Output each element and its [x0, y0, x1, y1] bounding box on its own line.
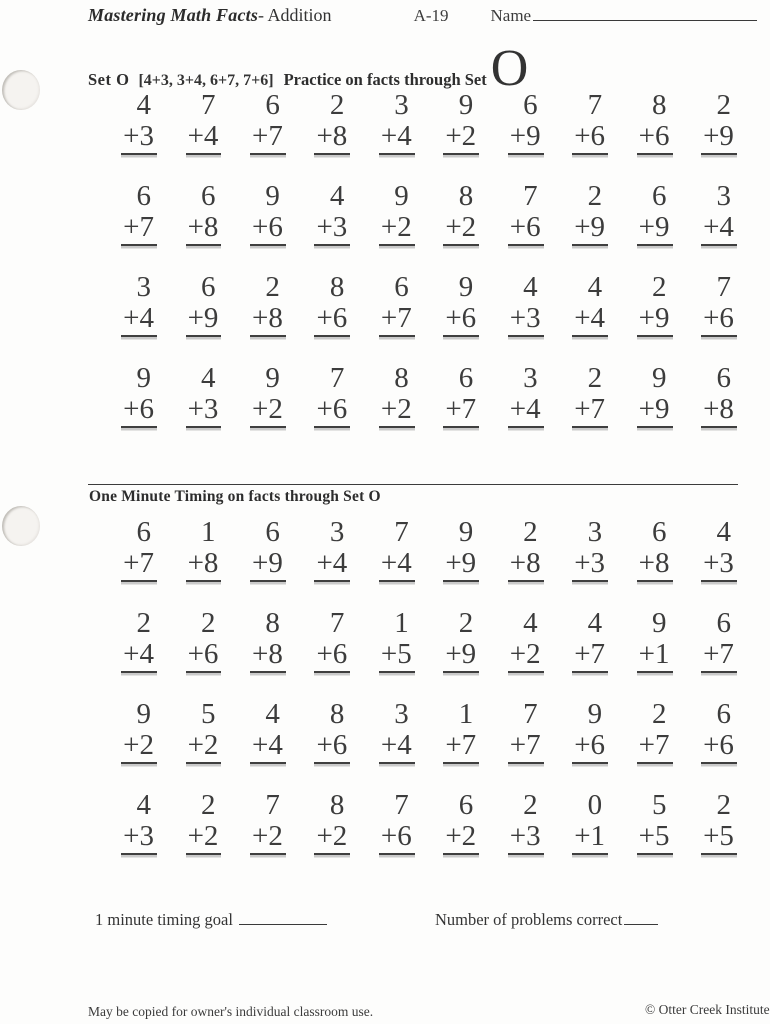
problem-top-number: 6	[716, 607, 731, 639]
addition-problem	[492, 699, 544, 764]
problem-top-number: 4	[329, 180, 345, 212]
problem-top-number: 7	[523, 698, 538, 730]
problem-top-number: 7	[265, 789, 280, 821]
addition-problem	[105, 608, 157, 673]
addition-problem	[685, 699, 737, 764]
addition-problem	[169, 363, 221, 428]
problem-top-number: 6	[458, 789, 474, 821]
timing-heading: One Minute Timing on facts through Set O	[89, 488, 381, 505]
problem-top-number: 2	[587, 180, 603, 212]
addition-problem	[363, 517, 415, 582]
addition-problem	[492, 90, 544, 155]
problem-bottom-number: +3	[701, 548, 737, 582]
problem-bottom-number: +9	[186, 303, 222, 337]
addition-problem	[169, 517, 221, 582]
problem-top-number: 2	[523, 516, 538, 548]
problem-bottom-number: +8	[637, 548, 673, 582]
addition-problem	[556, 517, 608, 582]
addition-problem	[685, 90, 737, 155]
addition-problem	[298, 608, 350, 673]
problem-bottom-number: +4	[379, 730, 415, 764]
problem-bottom-number: +7	[572, 639, 608, 673]
problem-top-number: 2	[136, 607, 151, 639]
problem-bottom-number: +6	[701, 303, 737, 337]
addition-problem	[363, 608, 415, 673]
problem-top-number: 7	[523, 180, 538, 212]
addition-problem	[492, 517, 544, 582]
problem-top-number: 1	[200, 516, 216, 548]
problem-bottom-number: +9	[637, 212, 673, 246]
addition-problem	[105, 181, 157, 246]
problem-top-number: 4	[265, 698, 280, 730]
addition-problem	[556, 608, 608, 673]
problem-top-number: 3	[587, 516, 603, 548]
worksheet-title: Mastering Math Facts	[88, 5, 259, 25]
page-code: A-19	[413, 6, 449, 25]
addition-problem	[621, 517, 673, 582]
addition-problem	[298, 181, 350, 246]
timing-goal-blank	[239, 911, 327, 925]
problem-top-number: 9	[587, 698, 603, 730]
problem-bottom-number: +6	[314, 639, 350, 673]
addition-problem	[685, 790, 737, 855]
problem-top-number: 4	[136, 89, 151, 121]
problem-bottom-number: +2	[508, 639, 544, 673]
problem-top-number: 1	[458, 698, 474, 730]
addition-problem	[363, 363, 415, 428]
problem-top-number: 6	[265, 89, 280, 121]
addition-problem	[169, 608, 221, 673]
problem-top-number: 5	[652, 789, 667, 821]
problem-top-number: 2	[716, 789, 731, 821]
problem-bottom-number: +7	[121, 548, 157, 582]
problem-top-number: 4	[200, 362, 216, 394]
problem-row	[105, 699, 737, 764]
problem-bottom-number: +6	[508, 212, 544, 246]
addition-problem	[298, 790, 350, 855]
problem-bottom-number: +8	[186, 212, 222, 246]
problem-top-number: 6	[716, 698, 731, 730]
problem-top-number: 2	[716, 89, 731, 121]
problem-top-number: 4	[523, 271, 538, 303]
addition-problem	[492, 181, 544, 246]
problem-top-number: 4	[523, 607, 538, 639]
addition-problem	[556, 90, 608, 155]
problem-row	[105, 272, 737, 337]
problem-top-number: 1	[394, 607, 409, 639]
hole-punch-middle	[2, 506, 40, 546]
addition-problem	[169, 790, 221, 855]
addition-problem	[621, 272, 673, 337]
problem-bottom-number: +7	[443, 730, 479, 764]
problem-bottom-number: +7	[572, 394, 608, 428]
page-header	[88, 5, 757, 26]
problem-top-number: 7	[200, 89, 216, 121]
problem-top-number: 7	[394, 789, 409, 821]
problem-top-number: 3	[394, 698, 409, 730]
problem-bottom-number: +1	[572, 821, 608, 855]
problem-top-number: 3	[394, 89, 409, 121]
problem-top-number: 6	[136, 180, 151, 212]
problem-top-number: 3	[523, 362, 538, 394]
problem-bottom-number: +9	[701, 121, 737, 155]
problem-bottom-number: +6	[314, 394, 350, 428]
problem-bottom-number: +5	[701, 821, 737, 855]
addition-problem	[685, 608, 737, 673]
problem-bottom-number: +6	[314, 303, 350, 337]
problem-bottom-number: +7	[637, 730, 673, 764]
problem-bottom-number: +7	[443, 394, 479, 428]
addition-problem	[492, 608, 544, 673]
addition-problem	[298, 699, 350, 764]
problem-bottom-number: +6	[250, 212, 286, 246]
addition-problem	[298, 90, 350, 155]
addition-problem	[427, 90, 479, 155]
problem-top-number: 6	[136, 516, 151, 548]
practice-problem-grid	[105, 90, 737, 454]
problem-bottom-number: +4	[701, 212, 737, 246]
problem-bottom-number: +2	[443, 121, 479, 155]
problem-top-number: 2	[652, 271, 667, 303]
addition-problem	[298, 363, 350, 428]
problem-top-number: 9	[265, 362, 280, 394]
problem-row	[105, 363, 737, 428]
problem-bottom-number: +7	[508, 730, 544, 764]
problem-bottom-number: +3	[508, 303, 544, 337]
problem-bottom-number: +2	[379, 212, 415, 246]
problem-bottom-number: +2	[250, 821, 286, 855]
problem-bottom-number: +9	[572, 212, 608, 246]
problem-top-number: 2	[587, 362, 603, 394]
problem-bottom-number: +3	[572, 548, 608, 582]
set-facts-list: [4+3, 3+4, 6+7, 7+6]	[138, 72, 274, 89]
addition-problem	[685, 272, 737, 337]
problem-bottom-number: +2	[379, 394, 415, 428]
problem-top-number: 8	[652, 89, 667, 121]
addition-problem	[363, 272, 415, 337]
worksheet-subtitle: - Addition	[258, 5, 332, 25]
problem-row	[105, 790, 737, 855]
problem-top-number: 2	[200, 789, 216, 821]
problem-top-number: 3	[716, 180, 731, 212]
problem-bottom-number: +8	[250, 639, 286, 673]
problem-top-number: 5	[200, 698, 216, 730]
problem-top-number: 6	[394, 271, 409, 303]
problem-bottom-number: +6	[186, 639, 222, 673]
timing-problem-grid	[105, 517, 737, 881]
addition-problem	[621, 363, 673, 428]
addition-problem	[105, 272, 157, 337]
problem-bottom-number: +7	[701, 639, 737, 673]
problem-bottom-number: +5	[637, 821, 673, 855]
problem-row	[105, 608, 737, 673]
problem-row	[105, 517, 737, 582]
problem-top-number: 2	[200, 607, 216, 639]
problem-bottom-number: +4	[250, 730, 286, 764]
problem-top-number: 0	[587, 789, 603, 821]
problem-top-number: 6	[652, 180, 667, 212]
problem-top-number: 8	[329, 789, 345, 821]
problem-top-number: 6	[265, 516, 280, 548]
addition-problem	[363, 699, 415, 764]
problem-top-number: 8	[394, 362, 409, 394]
addition-problem	[427, 517, 479, 582]
addition-problem	[105, 790, 157, 855]
addition-problem	[363, 181, 415, 246]
addition-problem	[105, 699, 157, 764]
addition-problem	[169, 181, 221, 246]
addition-problem	[234, 699, 286, 764]
addition-problem	[621, 608, 673, 673]
problem-top-number: 2	[523, 789, 538, 821]
problem-top-number: 9	[394, 180, 409, 212]
problem-top-number: 6	[200, 180, 216, 212]
problem-bottom-number: +6	[379, 821, 415, 855]
problem-bottom-number: +9	[637, 394, 673, 428]
problem-top-number: 9	[136, 698, 151, 730]
problem-bottom-number: +7	[121, 212, 157, 246]
problem-top-number: 9	[652, 362, 667, 394]
copyright-notice: © Otter Creek Institute	[645, 1002, 770, 1017]
addition-problem	[427, 363, 479, 428]
problem-top-number: 3	[136, 271, 151, 303]
problem-bottom-number: +3	[186, 394, 222, 428]
problem-bottom-number: +6	[572, 730, 608, 764]
problem-bottom-number: +6	[121, 394, 157, 428]
set-label: Set O	[88, 70, 130, 89]
problem-top-number: 8	[329, 698, 345, 730]
problem-top-number: 2	[329, 89, 345, 121]
problem-bottom-number: +4	[572, 303, 608, 337]
problem-bottom-number: +2	[443, 212, 479, 246]
problem-bottom-number: +7	[250, 121, 286, 155]
problem-bottom-number: +3	[508, 821, 544, 855]
problem-bottom-number: +4	[379, 548, 415, 582]
addition-problem	[234, 517, 286, 582]
addition-problem	[492, 363, 544, 428]
addition-problem	[492, 790, 544, 855]
addition-problem	[298, 517, 350, 582]
problem-bottom-number: +3	[121, 821, 157, 855]
problem-bottom-number: +8	[186, 548, 222, 582]
problem-top-number: 6	[458, 362, 474, 394]
addition-problem	[105, 517, 157, 582]
problem-bottom-number: +3	[121, 121, 157, 155]
addition-problem	[234, 90, 286, 155]
problem-row	[105, 181, 737, 246]
problem-top-number: 4	[587, 607, 603, 639]
problem-bottom-number: +2	[186, 730, 222, 764]
problem-bottom-number: +2	[121, 730, 157, 764]
addition-problem	[298, 272, 350, 337]
addition-problem	[427, 608, 479, 673]
problems-correct-label: Number of problems correct	[434, 910, 623, 929]
problem-bottom-number: +6	[572, 121, 608, 155]
addition-problem	[105, 90, 157, 155]
addition-problem	[234, 272, 286, 337]
addition-problem	[556, 181, 608, 246]
addition-problem	[234, 790, 286, 855]
addition-problem	[169, 90, 221, 155]
problem-top-number: 7	[716, 271, 731, 303]
problem-bottom-number: +9	[637, 303, 673, 337]
problem-top-number: 8	[329, 271, 345, 303]
addition-problem	[363, 790, 415, 855]
problem-bottom-number: +2	[250, 394, 286, 428]
problem-top-number: 3	[329, 516, 345, 548]
addition-problem	[427, 790, 479, 855]
problem-top-number: 9	[136, 362, 151, 394]
problem-bottom-number: +4	[379, 121, 415, 155]
problems-correct-blank	[624, 911, 658, 925]
addition-problem	[621, 181, 673, 246]
problem-bottom-number: +8	[508, 548, 544, 582]
problem-bottom-number: +2	[186, 821, 222, 855]
addition-problem	[169, 272, 221, 337]
addition-problem	[234, 181, 286, 246]
addition-problem	[427, 699, 479, 764]
problem-bottom-number: +8	[314, 121, 350, 155]
hole-punch-top	[2, 70, 40, 110]
addition-problem	[556, 790, 608, 855]
problem-bottom-number: +6	[637, 121, 673, 155]
problem-bottom-number: +1	[637, 639, 673, 673]
problem-top-number: 8	[265, 607, 280, 639]
problem-bottom-number: +6	[314, 730, 350, 764]
problem-top-number: 7	[394, 516, 409, 548]
problem-bottom-number: +4	[314, 548, 350, 582]
addition-problem	[685, 363, 737, 428]
name-label: Name	[490, 6, 532, 25]
problem-bottom-number: +8	[250, 303, 286, 337]
problem-top-number: 4	[716, 516, 731, 548]
problem-bottom-number: +7	[379, 303, 415, 337]
problem-top-number: 9	[652, 607, 667, 639]
addition-problem	[685, 181, 737, 246]
set-header	[88, 40, 529, 97]
copy-permission-notice: May be copied for owner's individual classroom use.	[88, 1004, 374, 1019]
addition-problem	[621, 90, 673, 155]
problem-top-number: 6	[716, 362, 731, 394]
problem-top-number: 8	[458, 180, 474, 212]
problem-bottom-number: +9	[250, 548, 286, 582]
addition-problem	[234, 363, 286, 428]
problem-top-number: 2	[265, 271, 280, 303]
addition-problem	[492, 272, 544, 337]
addition-problem	[556, 272, 608, 337]
addition-problem	[621, 790, 673, 855]
addition-problem	[169, 699, 221, 764]
problem-bottom-number: +4	[508, 394, 544, 428]
name-blank-line	[533, 6, 757, 21]
problem-bottom-number: +4	[121, 303, 157, 337]
problem-bottom-number: +4	[186, 121, 222, 155]
problem-top-number: 4	[587, 271, 603, 303]
problem-top-number: 7	[587, 89, 603, 121]
problem-top-number: 6	[200, 271, 216, 303]
addition-problem	[427, 272, 479, 337]
problem-top-number: 6	[652, 516, 667, 548]
addition-problem	[685, 517, 737, 582]
problem-bottom-number: +6	[443, 303, 479, 337]
problem-top-number: 9	[458, 271, 474, 303]
problem-top-number: 2	[458, 607, 474, 639]
problem-top-number: 2	[652, 698, 667, 730]
problem-bottom-number: +9	[443, 639, 479, 673]
problem-bottom-number: +9	[443, 548, 479, 582]
addition-problem	[621, 699, 673, 764]
problem-top-number: 9	[458, 89, 474, 121]
goal-line	[95, 910, 740, 930]
problem-bottom-number: +8	[701, 394, 737, 428]
section-divider-line	[88, 484, 738, 485]
set-letter: O	[490, 40, 529, 97]
addition-problem	[234, 608, 286, 673]
problem-top-number: 4	[136, 789, 151, 821]
practice-subtitle: Practice on facts through Set	[283, 70, 487, 89]
problem-bottom-number: +4	[121, 639, 157, 673]
problem-bottom-number: +5	[379, 639, 415, 673]
problem-top-number: 6	[523, 89, 538, 121]
problem-bottom-number: +2	[443, 821, 479, 855]
problem-top-number: 7	[329, 607, 345, 639]
addition-problem	[427, 181, 479, 246]
problem-top-number: 9	[458, 516, 474, 548]
problem-bottom-number: +2	[314, 821, 350, 855]
problem-bottom-number: +9	[508, 121, 544, 155]
addition-problem	[556, 699, 608, 764]
problem-bottom-number: +6	[701, 730, 737, 764]
problem-bottom-number: +3	[314, 212, 350, 246]
problem-row	[105, 90, 737, 155]
addition-problem	[556, 363, 608, 428]
timing-goal-label: 1 minute timing goal	[95, 910, 233, 929]
addition-problem	[363, 90, 415, 155]
problem-top-number: 7	[329, 362, 345, 394]
addition-problem	[105, 363, 157, 428]
problem-top-number: 9	[265, 180, 280, 212]
